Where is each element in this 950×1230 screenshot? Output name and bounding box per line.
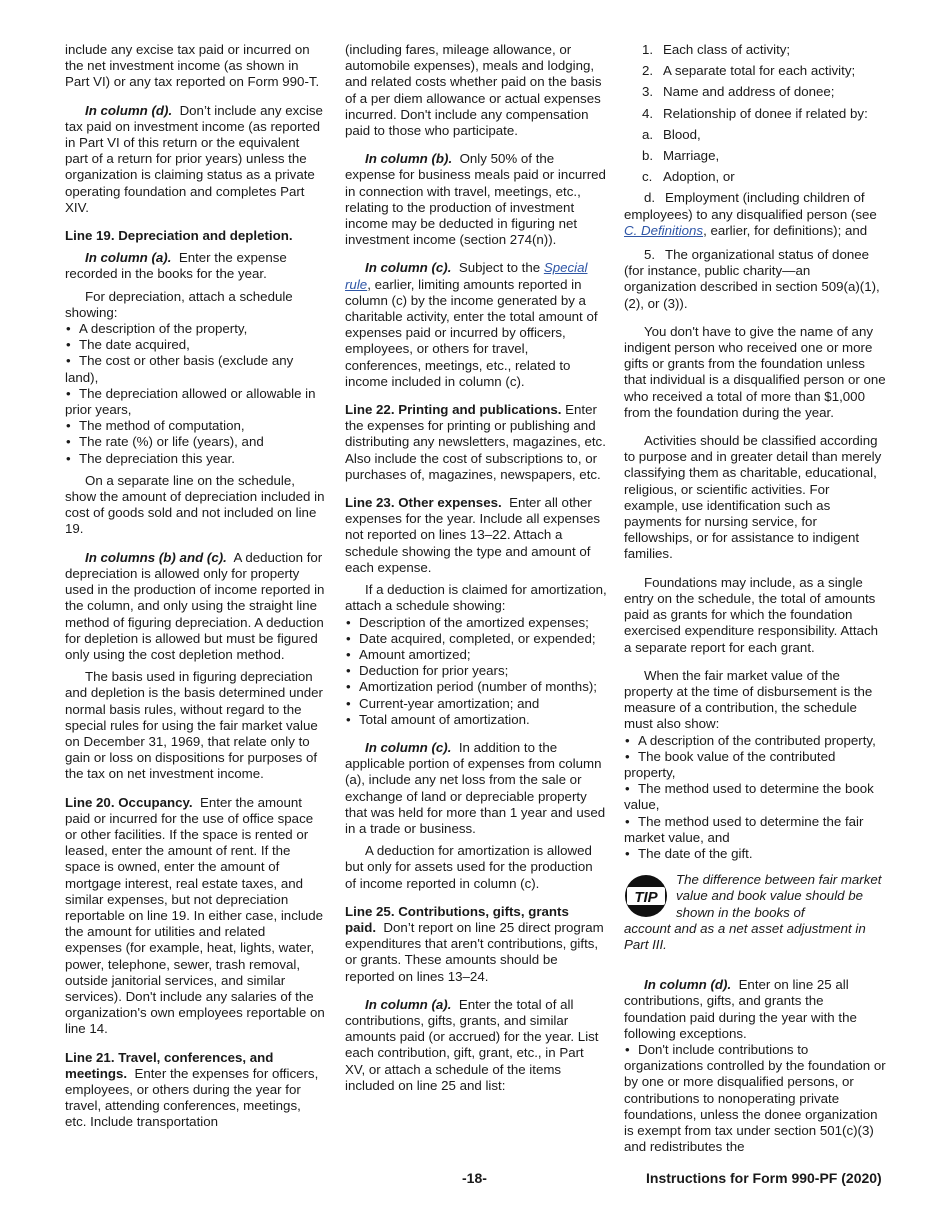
column-2	[345, 42, 607, 1106]
list-text: Relationship of donee if related by:	[663, 105, 868, 121]
list-number: c.	[642, 169, 653, 185]
paragraph: If a deduction is claimed for amortization, attach a schedule showing:	[345, 582, 607, 614]
list-item	[624, 190, 886, 239]
tip-icon	[624, 874, 668, 918]
bullet-item: • Current-year amortization; and	[345, 696, 607, 712]
paragraph	[345, 402, 607, 483]
bullet-item: • The method of computation,	[65, 418, 325, 434]
list-item	[624, 247, 886, 312]
paragraph: On a separate line on the schedule, show the amount of depreciation included in cost of goods sold and not included on line 19.	[65, 472, 325, 537]
line-22-heading: Line 22. Printing and publications.	[345, 402, 562, 418]
list-text: Name and address of donee;	[663, 84, 835, 100]
paragraph-text: A deduction for depreciation is allowed only for property used in the production of income reported in the column, and only using the straight line method of figuring depreciation. A deduction for depletion is allowed but must be figured only using the cost depletion method.	[65, 549, 325, 662]
paragraph-text: Enter all other expenses for the year. Include all expenses not reported on lines 13–22. Attach a schedule showing the type and amount of each expense.	[345, 495, 601, 575]
line-20-heading: Line 20. Occupancy.	[65, 794, 193, 810]
paragraph: For depreciation, attach a schedule showing:	[65, 288, 293, 320]
tip-label: TIP	[634, 889, 658, 907]
paragraph	[65, 795, 325, 1038]
line-19-heading: Line 19. Depreciation and depletion.	[65, 228, 293, 244]
list-item	[624, 169, 886, 185]
paragraph-text: Enter the expenses for officers, employees, or others during the year for travel, attending conferences, meetings, etc. Include transportation	[65, 1065, 319, 1130]
line-23-heading: Line 23. Other expenses.	[345, 495, 502, 511]
list-text: Blood,	[663, 126, 701, 142]
list-text: Marriage,	[663, 148, 720, 164]
subheading: In column (d).	[85, 102, 173, 118]
bullet-item: • Total amount of amortization.	[345, 712, 607, 728]
subheading: In column (a).	[85, 250, 172, 266]
c-definitions-link[interactable]: C. Definitions	[624, 222, 704, 238]
subheading: In column (a).	[365, 996, 452, 1012]
paragraph: Foundations may include, as a single entry on the schedule, the total of amounts paid as grants for which the foundation exercised expenditure responsibility. Attach a separate report for each grant.	[624, 574, 879, 655]
paragraph	[345, 740, 607, 837]
paragraph	[65, 550, 325, 663]
paragraph	[345, 997, 607, 1094]
column-3	[624, 42, 886, 1155]
paragraph: The basis used in figuring depreciation and depletion is the basis determined under normal basis rules, without regard to the special rules for using the fair market value on December 31, 1969, that relate only to gain or loss on dispositions for purposes of the tax on net investment income.	[65, 669, 323, 782]
list-text: Adoption, or	[663, 169, 735, 185]
list-number: 2.	[642, 63, 654, 79]
list-number: 1.	[642, 42, 654, 57]
paragraph: When the fair market value of the property at the time of disbursement is the measure of a contribution, the schedule must also show:	[624, 667, 873, 732]
paragraph: A deduction for amortization is allowed but only for assets used for the production of income reported in column (c).	[345, 843, 593, 891]
paragraph: You don't have to give the name of any indigent person who received one or more gifts or grants from the foundation unless that individual is a disqualified person or one who received a total of more than $1,000 from the foundation during the year.	[624, 323, 886, 420]
bullet-item: • Don't include contributions to organizations controlled by the foundation or by one or more disqualified persons, or contributions to nonoperating private foundations, unless the donee organization is exempt from tax under section 501(c)(3) and redistributes the	[624, 1042, 886, 1155]
subheading: In column (c).	[365, 260, 452, 276]
paragraph-text: Don’t report on line 25 direct program expenditures that aren't contributions, gifts, or grants. These amounts should be reported on lines 13–24.	[345, 919, 604, 984]
list-item	[624, 84, 886, 100]
bullet-item: • The date acquired,	[65, 337, 325, 353]
list-number: 5.	[644, 247, 656, 263]
bullet-item: • The cost or other basis (exclude any land),	[65, 353, 325, 385]
subheading: In columns (b) and (c).	[85, 549, 227, 565]
subheading: In column (d).	[644, 977, 732, 993]
paragraph-text: Enter the amount paid or incurred for the use of office space or other facilities. If the space is rented or leased, enter the amount of rent. If the space is owned, enter the amount of mortgage interest, real estate taxes, and similar expenses, but not depreciation reportable on line 19. In either case, include the amount for utilities and related expenses (for example, heat, lights, water, power, telephone, sewer, trash removal, outside janitorial services, and similar services). Don't include any salaries of the organization's own employees reportable on line 14.	[65, 794, 325, 1037]
list-number: 4.	[642, 105, 654, 121]
bullet-item: • The date of the gift.	[624, 846, 886, 862]
bullet-item: • A description of the contributed property,	[624, 733, 886, 749]
list-number: a.	[642, 126, 654, 142]
line-21-heading: Line 21. Travel, conferences, and meetings.	[65, 1049, 274, 1081]
paragraph: include any excise tax paid or incurred on the net investment income (as shown in Part VI) or any tax reported on Form 990-T.	[65, 42, 320, 90]
paragraph: Activities should be classified according to purpose and in greater detail than merely classifying them as charitable, educational, religious, or scientific activities. For example, use identification such as payments for nursing service, for fellowships, or for assistance to indigent families.	[624, 433, 882, 562]
list-number: d.	[644, 190, 656, 206]
bullet-item: • Amount amortized;	[345, 647, 607, 663]
list-number: 3.	[642, 84, 654, 100]
column-1	[65, 42, 325, 1143]
tip-text: The difference between fair market value and book value should be shown in the books of	[676, 872, 882, 920]
special-rule-link[interactable]: Special rule	[345, 260, 588, 292]
paragraph	[345, 904, 607, 985]
page-number: -18-	[462, 1170, 487, 1186]
bullet-item: • Description of the amortized expenses;	[345, 615, 607, 631]
paragraph-text: Enter on line 25 all contributions, gifts, and grants the foundation paid during the year with the following exceptions.	[624, 977, 857, 1041]
bullet-item: • The method used to determine the book value,	[624, 781, 886, 813]
list-text: A separate total for each activity;	[663, 63, 856, 79]
bullet-item: • The rate (%) or life (years), and	[65, 434, 325, 450]
paragraph	[345, 495, 607, 576]
paragraph	[65, 103, 325, 216]
bullet-item: • The book value of the contributed property,	[624, 749, 886, 781]
bullet-item: • Deduction for prior years;	[345, 663, 607, 679]
paragraph-text: Only 50% of the expense for business meals paid or incurred in connection with travel, meetings, etc., relating to the production of investment income may be deducted in figuring net investment income (section 274(n)).	[345, 151, 606, 248]
paragraph-text: , earlier, limiting amounts reported in column (c) by the income generated by a charitable activity, enter the total amount of expenses paid or incurred by officers, employees, or others for travel, conferences, meetings, etc., related to income included in column (c).	[345, 276, 598, 389]
paragraph-text: Enter the expense recorded in the books for the year.	[65, 250, 287, 282]
tip-text: account and as a net asset adjustment in Part III.	[624, 920, 866, 952]
paragraph-text: Don’t include any excise tax paid on investment income (as reported in Part VI of this return or the equivalent part of a return for prior years) unless the organization is claiming status as a private operating foundation and completes Part XIV.	[65, 102, 323, 215]
bullet-item: • A description of the property,	[65, 321, 325, 337]
list-item	[624, 148, 886, 164]
list-item	[624, 106, 886, 122]
list-item	[624, 127, 886, 143]
paragraph	[65, 250, 325, 282]
list-text: Employment (including children of employees) to any disqualified person (see	[624, 190, 877, 222]
tip-callout	[624, 872, 886, 953]
paragraph-text: Subject to the	[458, 260, 541, 276]
list-item	[624, 42, 886, 58]
list-text: Each class of activity;	[663, 42, 791, 57]
bullet-item: • The depreciation this year.	[65, 451, 325, 467]
paragraph	[65, 1050, 325, 1131]
list-number: b.	[642, 148, 654, 164]
list-item	[624, 63, 886, 79]
form-title: Instructions for Form 990-PF (2020)	[646, 1170, 882, 1186]
paragraph: (including fares, mileage allowance, or automobile expenses), meals and lodging, and related costs whether paid on the basis of a per diem allowance or actual expenses incurred. Don't include any compensation paid to those who participate.	[345, 42, 602, 139]
subheading: In column (b).	[365, 151, 453, 167]
paragraph	[345, 260, 607, 390]
subheading: In column (c).	[365, 739, 452, 755]
list-text: The organizational status of donee (for instance, public charity—an organization described in section 509(a)(1), (2), or (3)).	[624, 247, 880, 311]
paragraph-text: In addition to the applicable portion of expenses from column (a), include any net loss from the sale or exchange of land or depreciable property that was held for more than 1 year and used in a trade or business.	[345, 739, 606, 836]
bullet-item: • The depreciation allowed or allowable in prior years,	[65, 386, 325, 418]
list-text: , earlier, for definitions); and	[703, 222, 868, 238]
bullet-item: • The method used to determine the fair market value, and	[624, 814, 886, 846]
paragraph	[624, 977, 886, 1042]
bullet-item: • Date acquired, completed, or expended;	[345, 631, 607, 647]
paragraph-text: Enter the total of all contributions, gifts, grants, and similar amounts paid (or accrued) for the year. List each contribution, gift, grant, etc., in Part XV, or attach a schedule of the items included on line 25 and list:	[345, 996, 599, 1093]
bullet-item: • Amortization period (number of months);	[345, 679, 607, 695]
paragraph-text: Enter the expenses for printing or publishing and distributing any newsletters, magazines, etc. Also include the cost of subscriptions to, or purchases of, magazines, newspapers, etc.	[345, 402, 606, 482]
line-25-heading: Line 25. Contributions, gifts, grants paid.	[345, 903, 569, 935]
paragraph	[345, 151, 607, 248]
